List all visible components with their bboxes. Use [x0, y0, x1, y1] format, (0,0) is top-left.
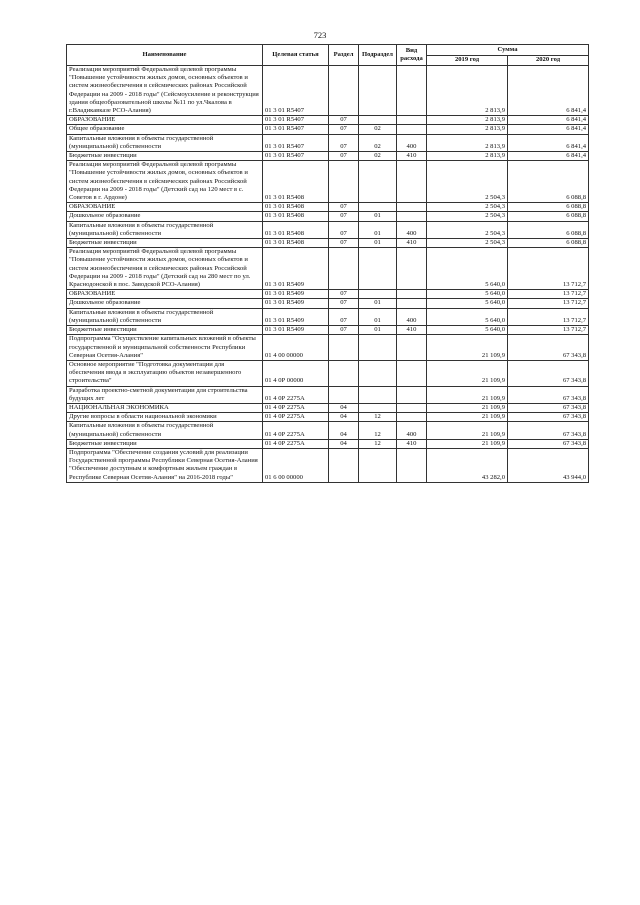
row-target-article: 01 3 01 R5407 [263, 134, 329, 151]
row-subsection: 01 [359, 239, 397, 248]
row-subsection [359, 360, 397, 386]
row-section: 07 [329, 326, 359, 335]
row-expense-kind [397, 360, 427, 386]
table-body [67, 66, 589, 483]
row-section: 04 [329, 439, 359, 448]
row-target-article: 01 3 01 R5408 [263, 239, 329, 248]
row-sum-2020: 13 712,7 [508, 248, 589, 290]
row-section [329, 161, 359, 203]
row-section: 07 [329, 203, 359, 212]
table-row [67, 422, 589, 439]
header-target-article: Целевая статья [263, 45, 329, 66]
header-subsection: Подраздел [359, 45, 397, 66]
row-name: Основное мероприятие "Подготовка документации для обеспечения ввода в эксплуатацию объектов незавершенного строительства" [67, 360, 263, 386]
row-subsection [359, 290, 397, 299]
row-expense-kind [397, 161, 427, 203]
row-target-article: 01 3 01 R5407 [263, 152, 329, 161]
row-name: Дошкольное образование [67, 212, 263, 221]
table-row [67, 299, 589, 308]
row-target-article: 01 3 01 R5408 [263, 203, 329, 212]
row-sum-2019: 2 813,9 [427, 116, 508, 125]
row-subsection [359, 386, 397, 403]
row-name: Капитальные вложения в объекты государственной (муниципальной) собственности [67, 221, 263, 238]
row-name: Дошкольное образование [67, 299, 263, 308]
row-expense-kind [397, 116, 427, 125]
table-row [67, 161, 589, 203]
row-target-article: 01 4 0Р 2275А [263, 422, 329, 439]
row-target-article: 01 3 01 R5407 [263, 116, 329, 125]
row-target-article: 01 3 01 R5408 [263, 221, 329, 238]
row-expense-kind [397, 290, 427, 299]
row-target-article: 01 3 01 R5409 [263, 290, 329, 299]
header-sum: Сумма [427, 45, 589, 56]
header-year-2020: 2020 год [508, 56, 589, 66]
row-sum-2019: 21 109,9 [427, 413, 508, 422]
row-expense-kind: 400 [397, 134, 427, 151]
row-expense-kind [397, 212, 427, 221]
row-section: 04 [329, 413, 359, 422]
row-target-article: 01 3 01 R5409 [263, 308, 329, 325]
table-row [67, 448, 589, 482]
row-name: Бюджетные инвестиции [67, 239, 263, 248]
row-target-article: 01 4 0Р 2275А [263, 413, 329, 422]
row-expense-kind [397, 248, 427, 290]
row-name: Бюджетные инвестиции [67, 152, 263, 161]
row-sum-2019: 2 813,9 [427, 152, 508, 161]
row-target-article: 01 4 0Р 2275А [263, 403, 329, 412]
header-year-2019: 2019 год [427, 56, 508, 66]
row-sum-2020: 67 343,8 [508, 386, 589, 403]
row-expense-kind: 400 [397, 308, 427, 325]
row-expense-kind [397, 335, 427, 361]
row-target-article: 01 4 00 00000 [263, 335, 329, 361]
row-sum-2019: 2 504,3 [427, 212, 508, 221]
row-target-article: 01 3 01 R5409 [263, 299, 329, 308]
row-section [329, 66, 359, 116]
row-sum-2019: 5 640,0 [427, 290, 508, 299]
row-subsection [359, 335, 397, 361]
row-sum-2020: 67 343,8 [508, 335, 589, 361]
row-section: 04 [329, 422, 359, 439]
row-sum-2019: 21 109,9 [427, 386, 508, 403]
row-subsection: 02 [359, 134, 397, 151]
row-target-article: 01 3 01 R5408 [263, 161, 329, 203]
table-row [67, 152, 589, 161]
page-number: 723 [313, 30, 327, 40]
row-sum-2020: 43 944,0 [508, 448, 589, 482]
row-section [329, 248, 359, 290]
row-sum-2019: 5 640,0 [427, 308, 508, 325]
table-row [67, 290, 589, 299]
header-name: Наименование [67, 45, 263, 66]
row-section [329, 360, 359, 386]
table-row [67, 221, 589, 238]
table-row [67, 212, 589, 221]
row-subsection [359, 66, 397, 116]
row-sum-2019: 2 504,3 [427, 239, 508, 248]
table-row [67, 403, 589, 412]
table-row [67, 134, 589, 151]
row-section: 07 [329, 299, 359, 308]
row-expense-kind: 400 [397, 422, 427, 439]
row-sum-2019: 5 640,0 [427, 248, 508, 290]
row-section: 07 [329, 152, 359, 161]
row-name: Капитальные вложения в объекты государственной (муниципальной) собственности [67, 134, 263, 151]
row-section: 07 [329, 212, 359, 221]
row-expense-kind [397, 66, 427, 116]
table-row [67, 413, 589, 422]
row-target-article: 01 3 01 R5408 [263, 212, 329, 221]
row-sum-2019: 2 504,3 [427, 221, 508, 238]
row-sum-2020: 67 343,8 [508, 403, 589, 412]
row-name: ОБРАЗОВАНИЕ [67, 290, 263, 299]
row-sum-2019: 2 504,3 [427, 161, 508, 203]
row-subsection: 12 [359, 439, 397, 448]
row-name: Реализация мероприятий Федеральной целевой программы "Повышение устойчивости жилых домов, основных объектов и систем жизнеобеспечения в сейсмических районах Российской Федерации на 2009 - 2018 годы" (Детский сад на 120 мест в с. Советов в г. Ардоне) [67, 161, 263, 203]
row-expense-kind: 410 [397, 152, 427, 161]
row-sum-2020: 6 088,8 [508, 203, 589, 212]
row-subsection [359, 248, 397, 290]
row-target-article: 01 3 01 R5407 [263, 125, 329, 134]
row-sum-2019: 2 813,9 [427, 125, 508, 134]
table-row [67, 239, 589, 248]
row-expense-kind [397, 125, 427, 134]
table-row [67, 308, 589, 325]
header-section: Раздел [329, 45, 359, 66]
row-expense-kind [397, 413, 427, 422]
row-sum-2020: 13 712,7 [508, 308, 589, 325]
row-sum-2020: 13 712,7 [508, 326, 589, 335]
row-name: ОБРАЗОВАНИЕ [67, 116, 263, 125]
row-sum-2020: 6 088,8 [508, 239, 589, 248]
row-section: 07 [329, 290, 359, 299]
table-row [67, 386, 589, 403]
row-section: 07 [329, 239, 359, 248]
row-subsection: 01 [359, 221, 397, 238]
row-name: Подпрограмма "Обеспечение создания условий для реализации Государственной программы Республики Северная Осетия-Алания "Обеспечение доступным и комфортным жильем граждан в Республике Северная Осетия-Алания" на 2016-2018 годы" [67, 448, 263, 482]
table-row [67, 360, 589, 386]
row-section [329, 386, 359, 403]
row-sum-2020: 6 841,4 [508, 66, 589, 116]
row-section: 04 [329, 403, 359, 412]
row-expense-kind: 410 [397, 239, 427, 248]
row-sum-2019: 5 640,0 [427, 299, 508, 308]
row-sum-2020: 13 712,7 [508, 290, 589, 299]
row-sum-2020: 6 088,8 [508, 221, 589, 238]
header-expense-kind: Вид расхода [397, 45, 427, 66]
row-sum-2019: 43 282,0 [427, 448, 508, 482]
row-section: 07 [329, 125, 359, 134]
row-subsection [359, 161, 397, 203]
table-row [67, 125, 589, 134]
row-target-article: 01 4 0Р 2275А [263, 439, 329, 448]
row-sum-2019: 2 504,3 [427, 203, 508, 212]
row-expense-kind [397, 299, 427, 308]
row-expense-kind [397, 448, 427, 482]
row-name: Капитальные вложения в объекты государственной (муниципальной) собственности [67, 308, 263, 325]
row-subsection: 02 [359, 152, 397, 161]
budget-table [66, 44, 589, 483]
row-target-article: 01 3 01 R5407 [263, 66, 329, 116]
table-row [67, 116, 589, 125]
row-name: Разработка проектно-сметной документации для строительства будущих лет [67, 386, 263, 403]
row-sum-2020: 6 841,4 [508, 152, 589, 161]
row-name: НАЦИОНАЛЬНАЯ ЭКОНОМИКА [67, 403, 263, 412]
row-sum-2020: 13 712,7 [508, 299, 589, 308]
row-section: 07 [329, 221, 359, 238]
row-name: Бюджетные инвестиции [67, 439, 263, 448]
row-target-article: 01 6 00 00000 [263, 448, 329, 482]
row-subsection [359, 448, 397, 482]
row-sum-2019: 5 640,0 [427, 326, 508, 335]
row-expense-kind [397, 386, 427, 403]
row-sum-2020: 67 343,8 [508, 413, 589, 422]
row-target-article: 01 3 01 R5409 [263, 248, 329, 290]
table-row [67, 203, 589, 212]
row-expense-kind: 410 [397, 326, 427, 335]
row-sum-2020: 67 343,8 [508, 439, 589, 448]
row-sum-2020: 67 343,8 [508, 422, 589, 439]
row-expense-kind [397, 203, 427, 212]
row-target-article: 01 4 0Р 2275А [263, 386, 329, 403]
row-name: Бюджетные инвестиции [67, 326, 263, 335]
row-expense-kind: 410 [397, 439, 427, 448]
table-row [67, 248, 589, 290]
row-subsection: 12 [359, 413, 397, 422]
row-subsection: 12 [359, 422, 397, 439]
row-subsection [359, 403, 397, 412]
row-section [329, 448, 359, 482]
row-sum-2019: 21 109,9 [427, 422, 508, 439]
row-sum-2019: 21 109,9 [427, 360, 508, 386]
row-subsection: 02 [359, 125, 397, 134]
row-expense-kind [397, 403, 427, 412]
row-sum-2019: 21 109,9 [427, 403, 508, 412]
row-name: Капитальные вложения в объекты государственной (муниципальной) собственности [67, 422, 263, 439]
row-subsection: 01 [359, 212, 397, 221]
row-subsection: 01 [359, 308, 397, 325]
row-section: 07 [329, 116, 359, 125]
row-name: ОБРАЗОВАНИЕ [67, 203, 263, 212]
table-row [67, 335, 589, 361]
row-sum-2020: 67 343,8 [508, 360, 589, 386]
table-row [67, 66, 589, 116]
row-sum-2020: 6 841,4 [508, 134, 589, 151]
row-name: Общее образование [67, 125, 263, 134]
row-subsection: 01 [359, 326, 397, 335]
row-sum-2019: 21 109,9 [427, 335, 508, 361]
row-name: Реализация мероприятий Федеральной целевой программы "Повышение устойчивости жилых домов, основных объектов и систем жизнеобеспечения в сейсмических районах Российской Федерации на 2009 - 2018 годы" (Детский сад на 280 мест по ул. Краснодонской в пос. Заводской РСО-Алания) [67, 248, 263, 290]
row-sum-2019: 21 109,9 [427, 439, 508, 448]
row-sum-2020: 6 841,4 [508, 116, 589, 125]
row-subsection: 01 [359, 299, 397, 308]
row-sum-2020: 6 088,8 [508, 161, 589, 203]
row-sum-2019: 2 813,9 [427, 134, 508, 151]
row-subsection [359, 116, 397, 125]
row-sum-2019: 2 813,9 [427, 66, 508, 116]
table-row [67, 439, 589, 448]
row-target-article: 01 3 01 R5409 [263, 326, 329, 335]
row-name: Реализация мероприятий Федеральной целевой программы "Повышение устойчивости жилых домов, основных объектов и систем жизнеобеспечения в сейсмических районах Российской Федерации на 2009 - 2018 годы" (Сейсмоусиление и реконструкция здания общеобразовательной школы №11 по ул.Чкалова в г.Владикавказе РСО-Алания) [67, 66, 263, 116]
row-section: 07 [329, 134, 359, 151]
row-expense-kind: 400 [397, 221, 427, 238]
row-sum-2020: 6 841,4 [508, 125, 589, 134]
row-sum-2020: 6 088,8 [508, 212, 589, 221]
row-target-article: 01 4 0Р 00000 [263, 360, 329, 386]
table-row [67, 326, 589, 335]
row-section [329, 335, 359, 361]
row-section: 07 [329, 308, 359, 325]
row-name: Подпрограмма "Осуществление капитальных вложений в объекты государственной и муниципальной собственности Республики Северная Осетия-Алания" [67, 335, 263, 361]
row-subsection [359, 203, 397, 212]
row-name: Другие вопросы в области национальной экономики [67, 413, 263, 422]
